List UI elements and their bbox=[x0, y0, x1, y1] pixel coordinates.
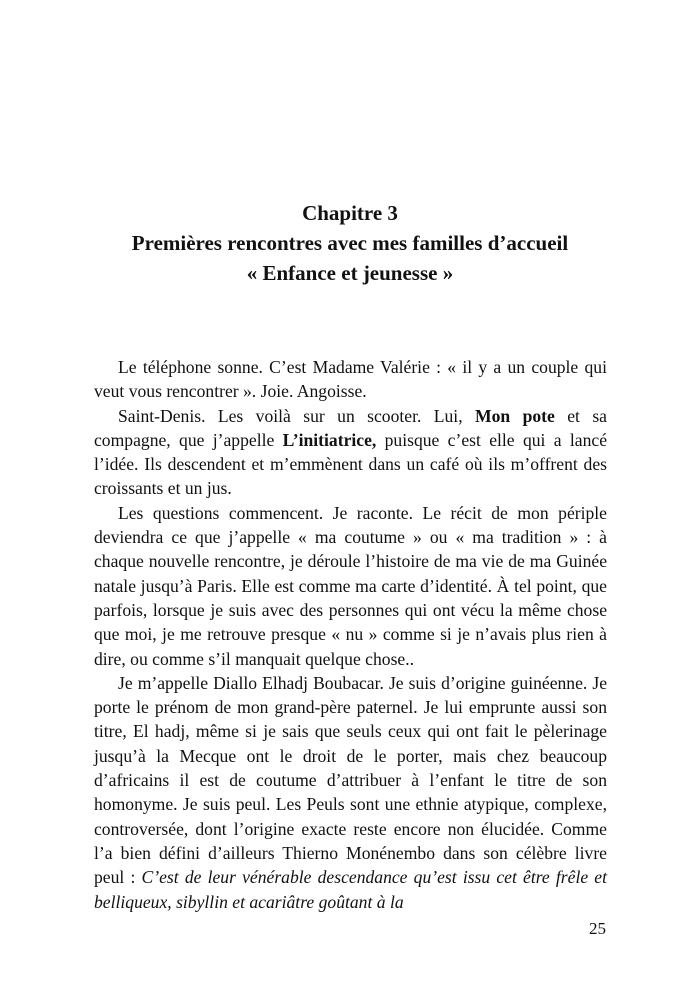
bold-name-mon-pote: Mon pote bbox=[475, 405, 555, 426]
paragraph-4 bbox=[94, 671, 607, 914]
paragraph-2-text-c: et sa compagne, que j’appelle bbox=[94, 405, 607, 450]
paragraph-1 bbox=[94, 355, 607, 404]
paragraph-1-text: Le téléphone sonne. C’est Madame Valérie : « il y a un couple qui veut vous rencontrer ». Joie. Angoisse. bbox=[94, 357, 607, 402]
paragraph-2 bbox=[94, 404, 607, 501]
body-text bbox=[94, 355, 607, 914]
chapter-heading bbox=[0, 198, 700, 288]
paragraph-2-text-e: puisque c’est elle qui a lancé l’idée. Ils descendent et m’emmènent dans un café où ils m’offrent des croissants et un jus. bbox=[94, 429, 608, 499]
chapter-subtitle: « Enfance et jeunesse » bbox=[246, 261, 454, 285]
page-number: 25 bbox=[589, 919, 606, 938]
paragraph-2-text-a: Saint-Denis. Les voilà sur un scooter. Lui, bbox=[118, 405, 475, 426]
chapter-number: Chapitre 3 bbox=[302, 201, 398, 225]
paragraph-3-text: Les questions commencent. Je raconte. Le récit de mon périple deviendra ce que j’appelle « ma coutume » ou « ma tradition » : à chaque nouvelle rencontre, je déroule l’histoire de ma vie de ma Guinée natale jusqu’à Paris. Elle est comme ma carte d’identité. À tel point, que parfois, lorsque je suis avec des personnes qui ont vécu la même chose que moi, je me retrouve presque « nu » comme si je n’avais plus rien à dire, ou comme s’il manquait quelque chose.. bbox=[94, 502, 607, 669]
chapter-title: Premières rencontres avec mes familles d’accueil bbox=[131, 231, 569, 255]
paragraph-4-text-a: Je m’appelle Diallo Elhadj Boubacar. Je suis d’origine guinéenne. Je porte le prénom de mon grand-père paternel. Je lui emprunte aussi son titre, El hadj, même si je sais que seuls ceux qui ont fait le pèlerinage jusqu’à la Mecque ont le droit de le porter, mais chez beaucoup d’africains il est de coutume d’attribuer à l’enfant le titre de son homonyme. Je suis peul. Les Peuls sont une ethnie atypique, complexe, controversée, dont l’origine exacte reste encore non élucidée. Comme l’a bien défini d’ailleurs Thierno Monénembo dans son célèbre livre peul : bbox=[94, 672, 607, 888]
bold-name-initiatrice: L’initiatrice, bbox=[282, 429, 377, 450]
italic-quote: C’est de leur vénérable descendance qu’est issu cet être frêle et belliqueux, sibyllin et acariâtre goûtant à la bbox=[94, 867, 607, 912]
paragraph-3 bbox=[94, 501, 607, 671]
